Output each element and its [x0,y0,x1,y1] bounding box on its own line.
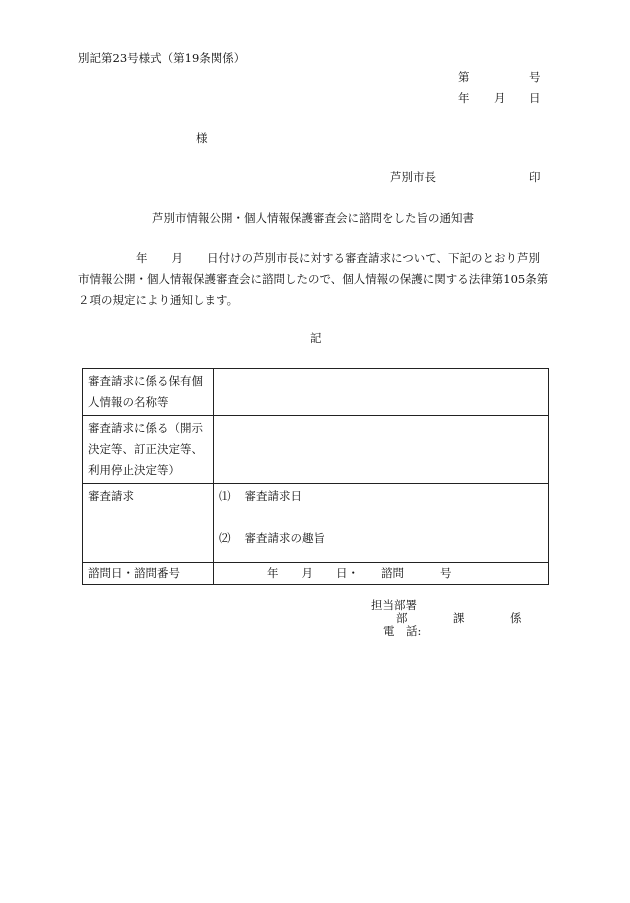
value-decision[interactable] [214,416,549,484]
sender-name: 芦別市長 [390,170,436,184]
body-paragraph [78,248,554,311]
body-line-3: ２項の規定により通知します。 [78,293,239,307]
value-consultation[interactable] [214,563,549,585]
contact-ka: 課 [453,611,465,625]
form-number: 別記第23号様式（第19条関係） [78,51,246,65]
request-item-date [219,486,543,507]
contact-bu: 部 [396,611,408,625]
body-line-1 [78,248,554,269]
label-line: 審査請求に係る（開示 [88,421,203,435]
date-month-label: 月 [494,91,506,105]
item-text: 審査請求日 [244,489,302,503]
document-title: 芦別市情報公開・個人情報保護審査会に諮問をした旨の通知書 [152,211,474,225]
body-date-year: 年 [136,251,148,265]
label-line: 決定等、訂正決定等、 [88,442,203,456]
item-number: ⑴ [219,489,231,503]
body-line-1-text: 日付けの芦別市長に対する審査請求について、下記のとおり芦別 [207,251,541,265]
seal-mark: 印 [529,170,541,184]
item-text: 審査請求の趣旨 [244,531,325,545]
addressee-sama: 様 [196,131,208,145]
label-consultation: 諮問日・諮問番号 [83,563,214,585]
number-go-label: 号 [529,70,541,84]
consult-day: 日・ [336,566,359,580]
label-line: 利用停止決定等） [88,463,180,477]
body-line-2: 市情報公開・個人情報保護審査会に諮問したので、個人情報の保護に関する法律第105条第 [78,272,549,286]
contact-kakari: 係 [510,611,522,625]
consult-shimon: 諮問 [381,566,404,580]
value-request[interactable] [214,484,549,563]
consult-year: 年 [267,566,279,580]
value-personal-info[interactable] [214,369,549,416]
body-date-month: 月 [171,251,183,265]
item-number: ⑵ [219,531,231,545]
date-day-label: 日 [529,91,541,105]
number-dai-label: 第 [458,70,470,84]
table-row-personal-info [83,369,549,416]
contact-phone-label: 電 話: [383,624,422,638]
form-table [82,368,549,585]
label-request: 審査請求 [83,484,214,563]
table-row-request [83,484,549,563]
consultation-line [219,563,543,584]
request-item-purpose [219,528,543,549]
date-year-label: 年 [458,91,470,105]
label-personal-info [83,369,214,416]
label-line: 人情報の名称等 [88,395,169,409]
consult-month: 月 [301,566,313,580]
table-row-decision [83,416,549,484]
label-decision [83,416,214,484]
table-row-consultation [83,563,549,585]
contact-dept-label: 担当部署 [371,598,417,612]
ki-heading: 記 [310,331,322,345]
consult-go: 号 [440,566,452,580]
label-line: 審査請求に係る保有個 [88,374,203,388]
